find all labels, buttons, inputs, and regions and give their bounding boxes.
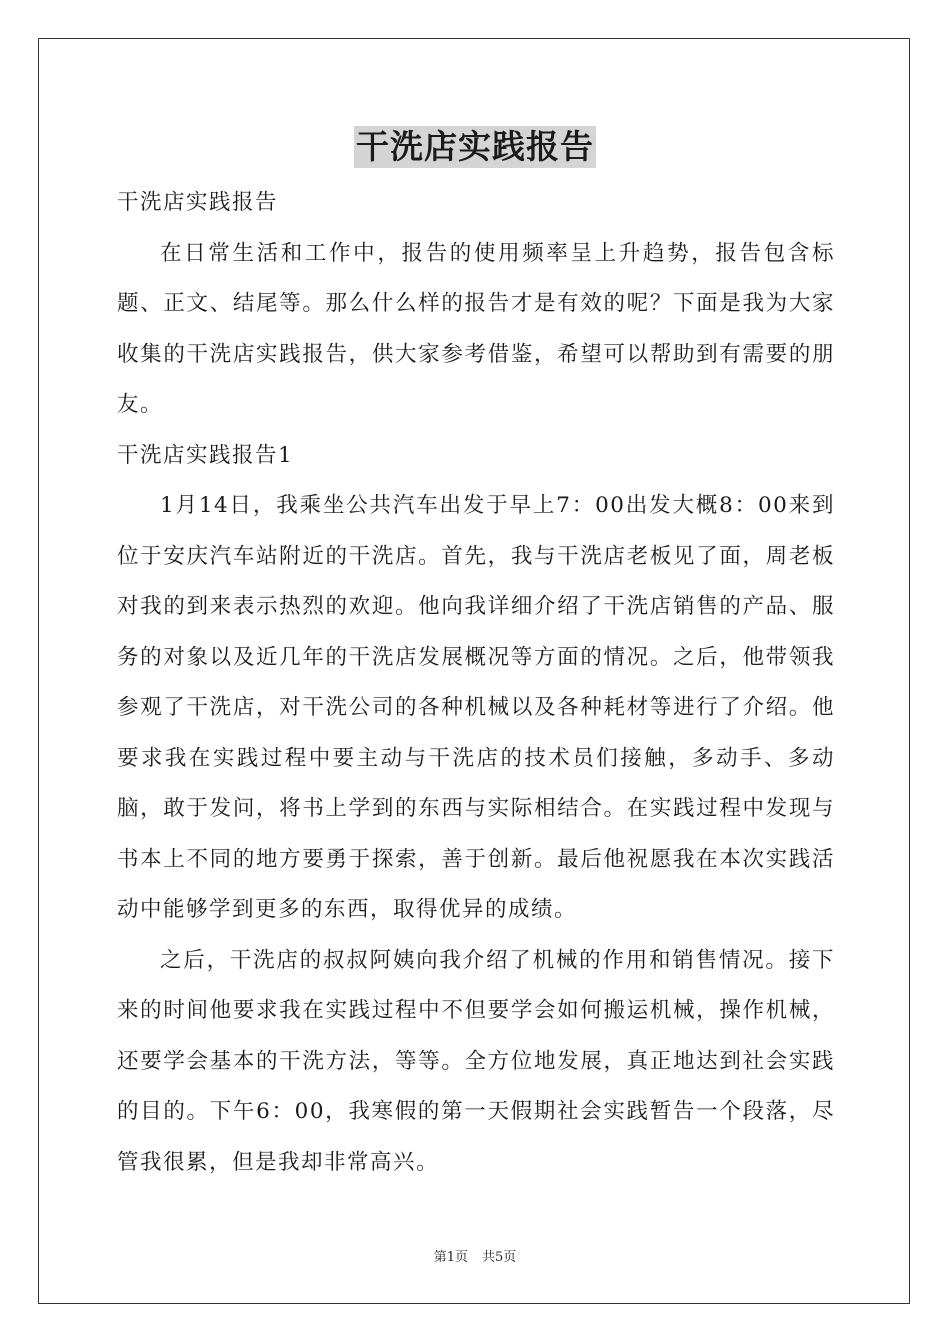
paragraph: 之后，干洗店的叔叔阿姨向我介绍了机械的作用和销售情况。接下来的时间他要求我在实践过程中不但要学会如何搬运机械，操作机械，还要学会基本的干洗方法，等等。全方位地发展，真正地达到社会实践的目的。下午6：00，我寒假的第一天假期社会实践暂告一个段落，尽管我很累，但是我却非常高兴。 [117, 947, 835, 1175]
page-footer [0, 1246, 950, 1265]
title-container [0, 126, 950, 168]
paragraph: 1月14日，我乘坐公共汽车出发于早上7：00出发大概8：00来到位于安庆汽车站附近的干洗店。首先，我与干洗店老板见了面，周老板对我的到来表示热烈的欢迎。他向我详细介绍了干洗店销售的产品、服务的对象以及近几年的干洗店发展概况等方面的情况。之后，他带领我参观了干洗店，对干洗公司的各种机械以及各种耗材等进行了介绍。他要求我在实践过程中要主动与干洗店的技术员们接触，多动手、多动脑，敢于发问，将书上学到的东西与实际相结合。在实践过程中发现与书本上不同的地方要勇于探索，善于创新。最后他祝愿我在本次实践活动中能够学到更多的东西，取得优异的成绩。 [117, 493, 835, 922]
page-total: 共5页 [482, 1250, 517, 1265]
paragraph: 干洗店实践报告 [117, 190, 279, 215]
document-body [117, 178, 835, 1188]
page-number: 第1页 [433, 1250, 468, 1265]
paragraph: 在日常生活和工作中，报告的使用频率呈上升趋势，报告包含标题、正文、结尾等。那么什么样的报告才是有效的呢？下面是我为大家收集的干洗店实践报告，供大家参考借鉴，希望可以帮助到有需要的朋友。 [117, 240, 835, 417]
document-title: 干洗店实践报告 [356, 127, 594, 166]
paragraph: 干洗店实践报告1 [117, 442, 294, 468]
